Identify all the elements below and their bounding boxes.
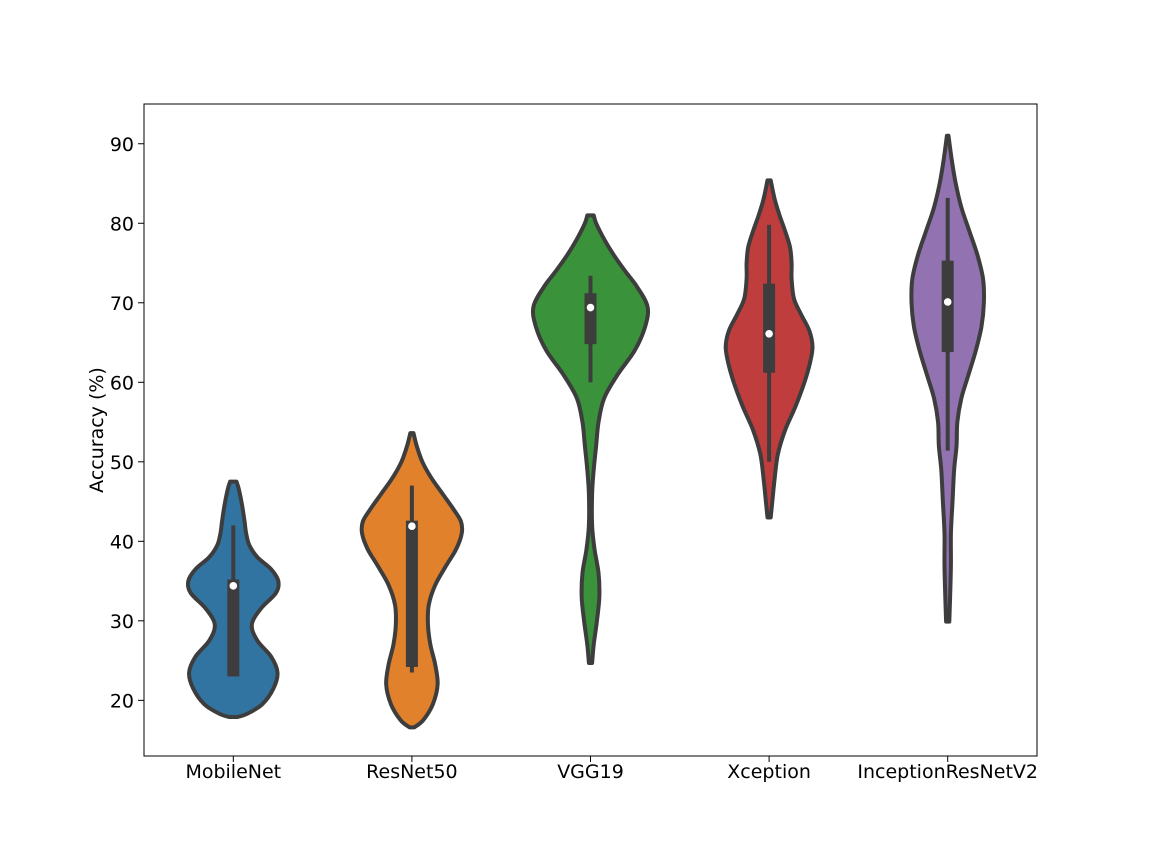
iqr-box-resnet50 [406,521,418,667]
y-tick-label-60: 60 [109,372,134,395]
median-point-xception [765,330,773,338]
y-tick-label-80: 80 [109,213,134,236]
median-point-mobilenet [230,582,238,590]
median-point-vgg19 [587,304,595,312]
y-tick-label-70: 70 [109,292,134,315]
y-tick-label-30: 30 [109,610,134,633]
iqr-box-xception [763,284,775,373]
y-tick-label-50: 50 [109,451,134,474]
y-tick-label-90: 90 [109,133,134,156]
y-tick-label-40: 40 [109,531,134,554]
median-point-resnet50 [408,522,416,530]
iqr-box-inceptionresnetv2 [942,261,954,352]
x-tick-label-resnet50: ResNet50 [366,761,458,783]
x-tick-label-xception: Xception [727,761,811,783]
median-point-inceptionresnetv2 [944,298,952,306]
iqr-box-mobilenet [227,579,239,676]
y-axis-label: Accuracy (%) [86,367,108,493]
iqr-box-vgg19 [585,293,597,344]
x-tick-label-vgg19: VGG19 [557,761,624,783]
y-tick-label-20: 20 [109,690,134,713]
x-tick-label-inceptionresnetv2: InceptionResNetV2 [857,761,1039,783]
x-tick-label-mobilenet: MobileNet [185,761,282,783]
